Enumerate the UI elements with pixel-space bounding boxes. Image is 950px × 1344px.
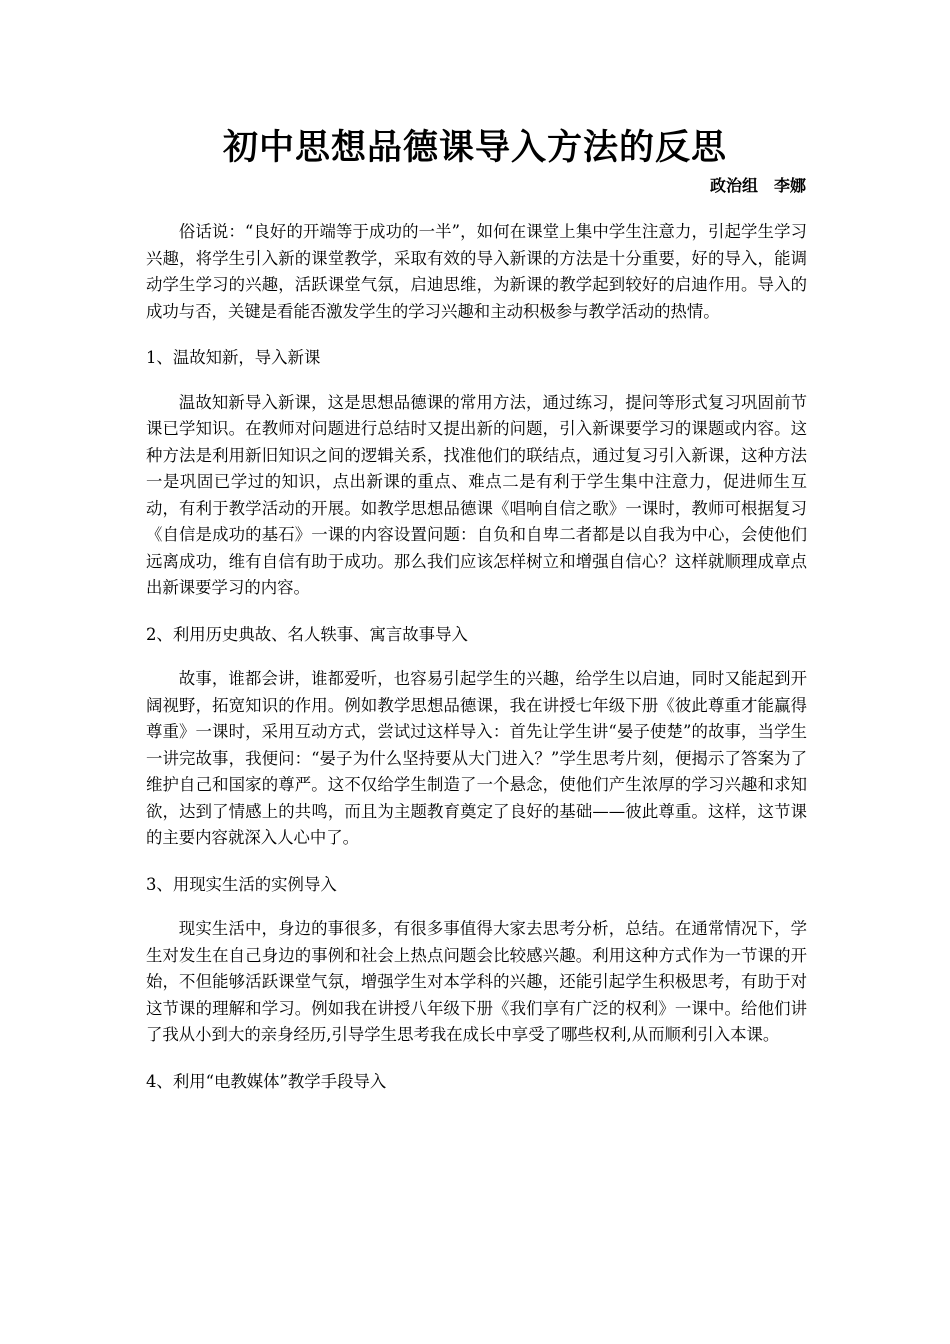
author-line: 政治组 李娜 <box>709 176 806 195</box>
section-heading-1: 1、温故知新，导入新课 <box>146 348 321 367</box>
intro-paragraph: 俗话说：“良好的开端等于成功的一半”，如何在课堂上集中学生注意力，引起学生学习兴趣，将学生引入新的课堂教学，采取有效的导入新课的方法是十分重要，好的导入，能调动学生学习的兴趣，活跃课堂气氛，启迪思维，为新课的教学起到较好的启迪作用。导入的成功与否，关键是看能否激发学生的学习兴趣和主动积极参与教学活动的热情。 <box>146 222 807 321</box>
section-paragraph-2: 故事，谁都会讲，谁都爱听，也容易引起学生的兴趣，给学生以启迪，同时又能起到开阔视野，拓宽知识的作用。例如教学思想品德课，我在讲授七年级下册《彼此尊重才能赢得尊重》一课时，采用互动方式，尝试过这样导入：首先让学生讲“晏子使楚”的故事，当学生一讲完故事，我便问：“晏子为什么坚持要从大门进入？”学生思考片刻，便揭示了答案为了维护自己和国家的尊严。这不仅给学生制造了一个悬念，使他们产生浓厚的学习兴趣和求知欲，达到了情感上的共鸣，而且为主题教育奠定了良好的基础——彼此尊重。这样，这节课的主要内容就深入人心中了。 <box>146 669 807 847</box>
section-heading-4: 4、利用“电教媒体”教学手段导入 <box>146 1071 387 1091</box>
section-heading-2: 2、利用历史典故、名人轶事、寓言故事导入 <box>146 624 468 644</box>
document-title: 初中思想品德课导入方法的反思 <box>222 128 727 168</box>
document-body <box>146 219 807 1095</box>
section-paragraph-3: 现实生活中，身边的事很多，有很多事值得大家去思考分析，总结。在通常情况下，学生对发生在自己身边的事例和社会上热点问题会比较感兴趣。利用这种方式作为一节课的开始，不但能够活跃课堂气氛，增强学生对本学科的兴趣，还能引起学生积极思考，有助于对这节课的理解和学习。例如我在讲授八年级下册《我们享有广泛的权利》一课中。给他们讲了我从小到大的亲身经历,引导学生思考我在成长中享受了哪些权利,从而顺利引入本课。 <box>146 919 807 1044</box>
section-paragraph-1: 温故知新导入新课，这是思想品德课的常用方法，通过练习，提问等形式复习巩固前节课已学知识。在教师对问题进行总结时又提出新的问题，引入新课要学习的课题或内容。这种方法是利用新旧知识之间的逻辑关系，找准他们的联结点，通过复习引入新课，这种方法一是巩固已学过的知识，点出新课的重点、难点二是有利于学生集中注意力，促进师生互动，有利于教学活动的开展。如教学思想品德课《唱响自信之歌》一课时，教师可根据复习《自信是成功的基石》一课的内容设置问题：自负和自卑二者都是以自我为中心，会使他们远离成功，维有自信有助于成功。那么我们应该怎样树立和增强自信心？这样就顺理成章点出新课要学习的内容。 <box>146 392 807 597</box>
section-heading-3: 3、用现实生活的实例导入 <box>146 874 337 894</box>
